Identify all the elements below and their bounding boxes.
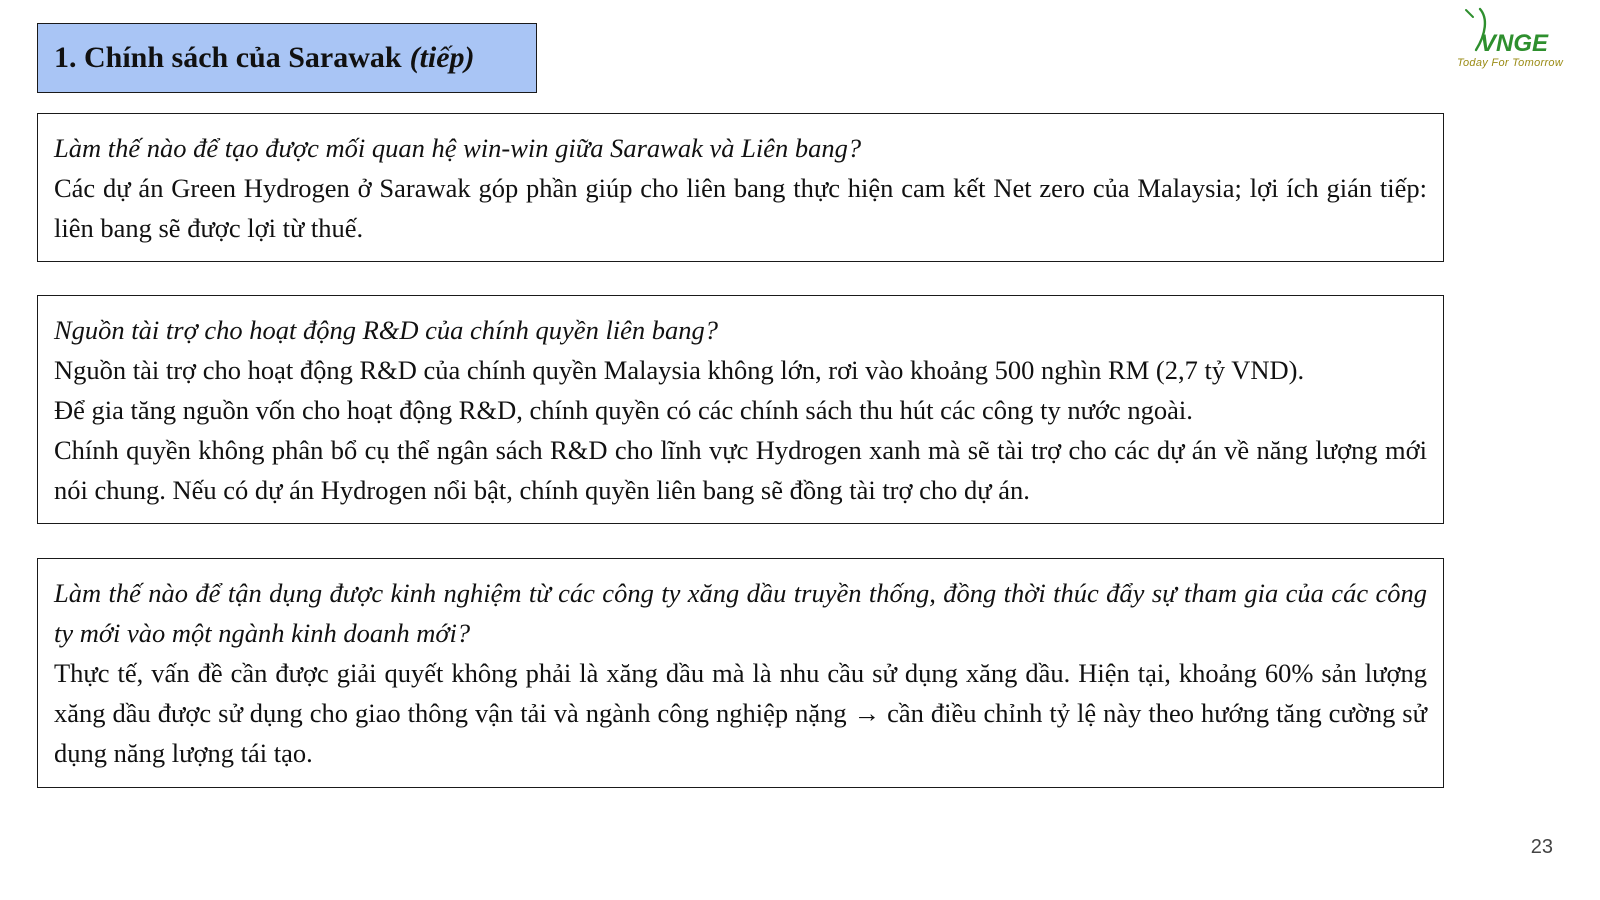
qa-answer: Thực tế, vấn đề cần được giải quyết không phải là xăng dầu mà là nhu cầu sử dụng xăng dầu. Hiện tại, khoảng 60% sản lượng xăng dầu được sử dụng cho giao thông vận tải và ngành công nghiệp nặng → cần điều chỉnh tỷ lệ này theo hướng tăng cường sử dụng năng lượng tái tạo. [54,658,1427,768]
qa-box-win-win [37,113,1444,262]
qa-question: Làm thế nào để tạo được mối quan hệ win-win giữa Sarawak và Liên bang? [54,133,862,163]
vnge-logo-mark [1452,6,1592,56]
vnge-logo-tagline: Today For Tomorrow [1457,57,1564,69]
qa-question: Làm thế nào để tận dụng được kinh nghiệm từ các công ty xăng dầu truyền thống, đồng thời thúc đẩy sự tham gia của các công ty mới vào một ngành kinh doanh mới? [54,578,1427,648]
page-number: 23 [1530,836,1553,858]
qa-question: Nguồn tài trợ cho hoạt động R&D của chính quyền liên bang? [54,315,719,345]
slide-title-emphasis: (tiếp) [409,41,475,74]
qa-answer: Nguồn tài trợ cho hoạt động R&D của chính quyền Malaysia không lớn, rơi vào khoảng 500 nghìn RM (2,7 tỷ VND). [54,355,1305,385]
qa-answer: Các dự án Green Hydrogen ở Sarawak góp phần giúp cho liên bang thực hiện cam kết Net zero của Malaysia; lợi ích gián tiếp: liên bang sẽ được lợi từ thuế. [54,173,1427,243]
qa-answer: Chính quyền không phân bổ cụ thể ngân sách R&D cho lĩnh vực Hydrogen xanh mà sẽ tài trợ cho các dự án về năng lượng mới nói chung. Nếu có dự án Hydrogen nổi bật, chính quyền liên bang sẽ đồng tài trợ cho dự án. [54,435,1427,505]
slide-title-text: 1. Chính sách của Sarawak [54,41,402,74]
qa-answer: Để gia tăng nguồn vốn cho hoạt động R&D, chính quyền có các chính sách thu hút các công ty nước ngoài. [54,395,1193,425]
qa-box-rnd-funding [37,295,1444,524]
slide-title [37,23,537,93]
qa-box-oil-companies [37,558,1444,788]
vnge-logo-text: VNGE [1480,30,1549,56]
vnge-logo [1452,6,1592,72]
